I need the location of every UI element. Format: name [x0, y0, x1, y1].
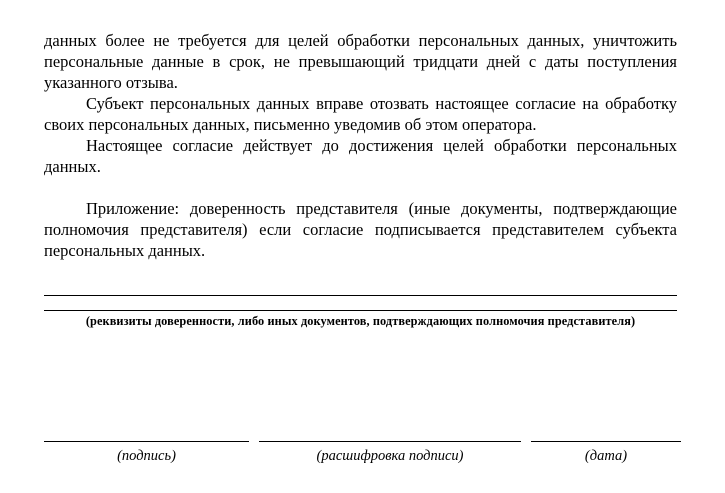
attachment-line-2[interactable]	[44, 310, 677, 311]
signature-field[interactable]	[44, 441, 249, 465]
paragraph-consent-duration: Настоящее согласие действует до достижения целей обработки персональных данных.	[44, 136, 677, 176]
signature-row	[44, 441, 681, 465]
signature-transcript-field[interactable]	[259, 441, 521, 465]
signature-label: (подпись)	[117, 448, 176, 464]
paragraph-revocation-term: данных более не требуется для целей обработки персональных данных, уничтожить персональные данные в срок, не превышающий тридцати дней с даты поступления указанного отзыва.	[44, 31, 677, 92]
signature-transcript-line[interactable]	[259, 441, 521, 442]
signature-transcript-label: (расшифровка подписи)	[316, 448, 464, 464]
paragraph-subject-right-to-revoke: Субъект персональных данных вправе отозвать настоящее согласие на обработку своих персональных данных, письменно уведомив об этом оператора.	[44, 94, 677, 134]
date-label: (дата)	[584, 448, 628, 464]
attachment-caption: (реквизиты доверенности, либо иных документов, подтверждающих полномочия представителя)	[85, 314, 636, 328]
date-line[interactable]	[531, 441, 681, 442]
date-field[interactable]	[531, 441, 681, 465]
paragraph-attachment: Приложение: доверенность представителя (иные документы, подтверждающие полномочия представителя) если согласие подписывается представителем субъекта персональных данных.	[44, 199, 677, 260]
paragraph-spacer	[44, 177, 677, 198]
signature-line[interactable]	[44, 441, 249, 442]
attachment-details-lines	[44, 295, 677, 329]
